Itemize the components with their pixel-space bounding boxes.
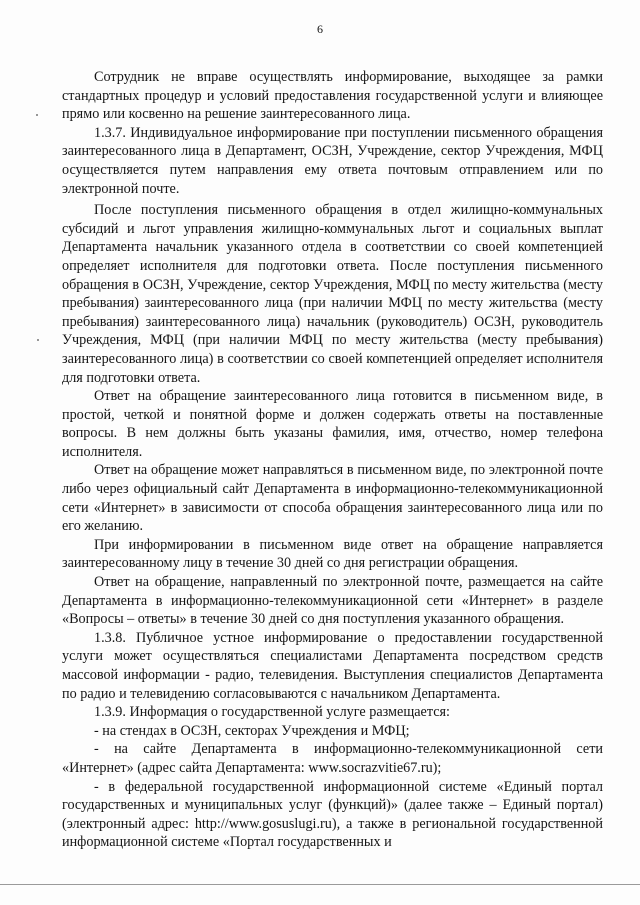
page-number: 6: [317, 22, 323, 36]
paragraph-1-3-8: 1.3.8. Публичное устное информирование о предоставлении государственной услуги может осуществляться специалистами Департамента посредством средств массовой информации - радио, телевидения. Выступления специалистов Департамента по радио и телевидению согласовываются с начальником Департамента.: [62, 629, 603, 702]
list-item-unified-portal: - в федеральной государственной информационной системе «Единый портал государственных и муниципальных услуг (функций)» (далее также – Единый портал) (электронный адрес: http://www.gosuslugi.ru), а также в региональной государственной информационной системе «Портал государственных и: [62, 778, 603, 851]
paragraph-employee-restriction: Сотрудник не вправе осуществлять информирование, выходящее за рамки стандартных процедур и условий предоставления государственной услуги и влияющее прямо или косвенно на решение заинтересованного лица.: [62, 69, 603, 123]
scan-bottom-edge: [0, 884, 640, 885]
document-body: [62, 68, 603, 852]
paragraph-written-request-processing: После поступления письменного обращения в отдел жилищно-коммунальных субсидий и льгот управления жилищно-коммунальных льгот и социальных выплат Департамента начальник указанного отдела в соответствии со своей компетенцией определяет исполнителя для подготовки ответа. После поступления письменного обращения в ОСЗН, Учреждение, сектор Учреждения, МФЦ по месту жительства (месту пребывания) заинтересованного лица (при наличии МФЦ по месту жительства (месту пребывания) заинтересованного лица) начальник (руководитель) ОСЗН, руководитель Учреждения, МФЦ (при наличии МФЦ по месту жительства (месту пребывания) заинтересованного лица) в соответствии со своей компетенцией определяет исполнителя для подготовки ответа.: [62, 202, 603, 386]
scan-speck: [36, 114, 38, 116]
paragraph-answer-deadline: При информировании в письменном виде ответ на обращение направляется заинтересованному лицу в течение 30 дней со дня регистрации обращения.: [62, 536, 603, 572]
paragraph-answer-form: Ответ на обращение заинтересованного лица готовится в письменном виде, в простой, четкой и понятной форме и должен содержать ответы на поставленные вопросы. В нем должны быть указаны фамилия, имя, отчество, номер телефона исполнителя.: [62, 388, 603, 460]
list-item-stands: - на стендах в ОСЗН, секторах Учреждения и МФЦ;: [94, 722, 410, 739]
scan-speck: [37, 339, 39, 341]
paragraph-email-answer-publication: Ответ на обращение, направленный по электронной почте, размещается на сайте Департамента в информационно-телекоммуникационной сети «Интернет» в разделе «Вопросы – ответы» в течение 30 дней со дня поступления указанного обращения.: [62, 574, 603, 628]
paragraph-1-3-9: 1.3.9. Информация о государственной услуге размещается:: [94, 704, 450, 721]
paragraph-1-3-7: 1.3.7. Индивидуальное информирование при поступлении письменного обращения заинтересованного лица в Департамент, ОСЗН, Учреждение, сектор Учреждения, МФЦ осуществляется путем направления ему ответа почтовым отправлением или по электронной почте.: [62, 124, 603, 197]
paragraph-answer-channels: Ответ на обращение может направляться в письменном виде, по электронной почте либо через официальный сайт Департамента в информационно-телекоммуникационной сети «Интернет» в зависимости от способа обращения заинтересованного лица или по его желанию.: [62, 462, 603, 535]
list-item-website: - на сайте Департамента в информационно-телекоммуникационной сети «Интернет» (адрес сайта Департамента: www.socrazvitie67.ru);: [62, 741, 603, 776]
